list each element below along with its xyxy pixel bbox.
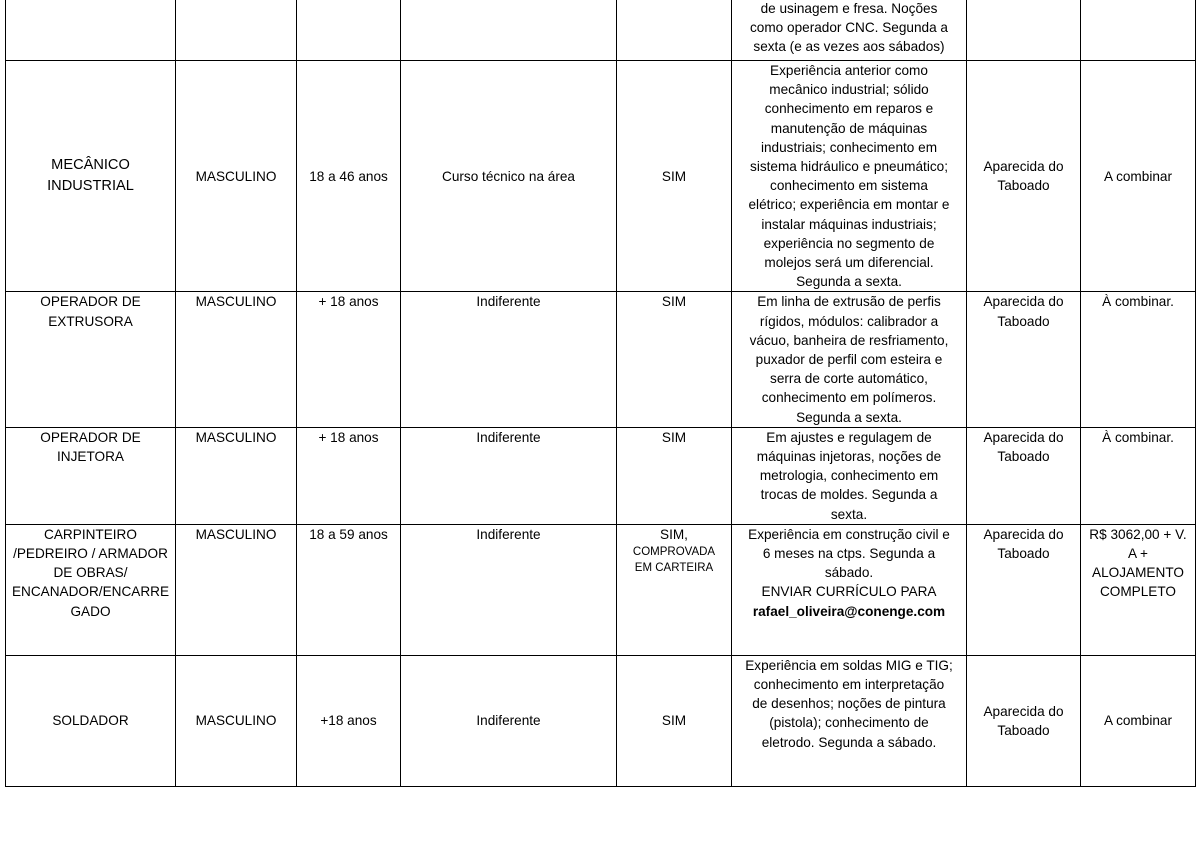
requisitos-cell — [732, 655, 967, 786]
requisitos-line: conhecimento em sistema — [770, 178, 928, 194]
sexo-cell: MASCULINO — [176, 292, 297, 427]
requisitos-line: conhecimento em reparos e — [764, 101, 934, 117]
requisitos-line: puxador de perfil com esteira e — [755, 352, 943, 368]
salario-line: A + — [1127, 546, 1149, 562]
requisitos-line: Experiência anterior como — [770, 63, 928, 78]
cargo-line: MECÂNICO — [51, 157, 130, 174]
requisitos-line: metrologia, conhecimento em — [759, 468, 939, 484]
requisitos-line: sexta. — [830, 506, 868, 522]
cargo-line: DE OBRAS/ — [53, 565, 128, 581]
requisitos-cell — [732, 0, 967, 61]
experiencia-cell — [617, 0, 732, 61]
requisitos-line: mecânico industrial; sólido — [769, 82, 929, 98]
local-line: Taboado — [997, 722, 1050, 738]
local-line: Aparecida do — [983, 294, 1064, 310]
sexo-cell: MASCULINO — [176, 427, 297, 524]
table-row — [6, 61, 1196, 292]
escolaridade-cell: Indiferente — [401, 524, 617, 655]
experiencia-detail-line: EM CARTEIRA — [634, 562, 714, 575]
cargo-line: INJETORA — [57, 449, 124, 465]
salario-line: ALOJAMENTO — [1092, 565, 1184, 581]
idade-cell: + 18 anos — [297, 427, 401, 524]
local-line: Aparecida do — [983, 159, 1064, 175]
requisitos-line: Experiência em soldas MIG e TIG; — [745, 657, 953, 673]
cargo-line: GADO — [70, 603, 111, 619]
local-line: Taboado — [997, 313, 1050, 329]
escolaridade-cell: Indiferente — [401, 655, 617, 786]
experiencia-detail-line: COMPROVADA — [632, 546, 716, 559]
sexo-cell — [176, 0, 297, 61]
table-row — [6, 292, 1196, 427]
requisitos-line: elétrico; experiência em montar e — [748, 197, 950, 213]
requisitos-line: Em linha de extrusão de perfis — [757, 294, 941, 310]
salario-cell — [1081, 427, 1196, 524]
requisitos-cell — [732, 61, 967, 292]
salario-cell — [1081, 524, 1196, 655]
requisitos-line: trocas de moldes. Segunda a — [760, 487, 938, 503]
local-line: Aparecida do — [983, 526, 1064, 542]
requisitos-cell — [732, 427, 967, 524]
local-cell — [967, 61, 1081, 292]
salario-cell — [1081, 655, 1196, 786]
local-cell — [967, 292, 1081, 427]
requisitos-line: molejos será um diferencial. — [764, 255, 934, 271]
local-line: Aparecida do — [983, 703, 1064, 719]
local-line: Aparecida do — [983, 429, 1064, 445]
requisitos-line: sistema hidráulico e pneumático; — [750, 159, 948, 175]
requisitos-line: Segunda a sexta. — [796, 274, 902, 290]
experiencia-cell: SIM — [617, 427, 732, 524]
requisitos-cell — [732, 524, 967, 655]
contact-email: rafael_oliveira@conenge.com — [752, 603, 946, 619]
requisitos-line: conhecimento em interpretação — [753, 677, 945, 693]
experiencia-cell: SIM — [617, 655, 732, 786]
requisitos-line: ENVIAR CURRÍCULO PARA — [761, 584, 937, 600]
job-vacancies-table — [5, 0, 1196, 787]
salario-line: A combinar — [1103, 168, 1172, 184]
requisitos-line: industriais; conhecimento em — [760, 139, 938, 155]
cargo-line: SOLDADOR — [52, 713, 129, 729]
requisitos-line: Segunda a sexta. — [796, 409, 902, 425]
requisitos-line: sexta (e as vezes aos sábados) — [753, 39, 945, 55]
cargo-cell — [6, 292, 176, 427]
escolaridade-cell — [401, 0, 617, 61]
experiencia-line: SIM, — [660, 526, 688, 542]
local-cell — [967, 655, 1081, 786]
local-cell — [967, 0, 1081, 61]
requisitos-cell — [732, 292, 967, 427]
requisitos-line: conhecimento em polímeros. — [761, 390, 937, 406]
cargo-line: INDUSTRIAL — [47, 178, 134, 195]
escolaridade-cell: Indiferente — [401, 292, 617, 427]
requisitos-line: máquinas injetoras, noções de — [756, 449, 942, 465]
local-cell — [967, 524, 1081, 655]
requisitos-line: serra de corte automático, — [770, 371, 928, 387]
requisitos-line: manutenção de máquinas — [770, 120, 928, 136]
cargo-line: ENCANADOR/ENCARRE — [11, 584, 170, 600]
requisitos-line: 6 meses na ctps. Segunda a — [762, 546, 936, 562]
cargo-line: OPERADOR DE — [40, 429, 141, 445]
requisitos-line: experiência no segmento de — [763, 235, 935, 251]
cargo-cell — [6, 427, 176, 524]
idade-cell: 18 a 59 anos — [297, 524, 401, 655]
sexo-cell: MASCULINO — [176, 655, 297, 786]
idade-cell: 18 a 46 anos — [297, 61, 401, 292]
requisitos-line: de desenhos; noções de pintura — [752, 696, 946, 712]
requisitos-line: eletrodo. Segunda a sábado. — [761, 734, 937, 750]
requisitos-line: Experiência em construção civil e — [748, 526, 950, 542]
salario-line: COMPLETO — [1099, 584, 1177, 600]
idade-cell: + 18 anos — [297, 292, 401, 427]
cargo-line: CARPINTEIRO — [44, 526, 137, 542]
local-line: Taboado — [997, 546, 1050, 562]
table-row — [6, 0, 1196, 61]
cargo-line: /PEDREIRO / ARMADOR — [13, 546, 168, 562]
requisitos-line: de usinagem e fresa. Noções — [760, 1, 938, 16]
salario-cell — [1081, 292, 1196, 427]
experiencia-cell: SIM — [617, 292, 732, 427]
local-line: Taboado — [997, 178, 1050, 194]
salario-line: R$ 3062,00 + V. — [1089, 526, 1187, 542]
cargo-cell — [6, 0, 176, 61]
table-row — [6, 655, 1196, 786]
requisitos-line: instalar máquinas industriais; — [761, 216, 937, 232]
local-cell — [967, 427, 1081, 524]
local-line: Taboado — [997, 449, 1050, 465]
table-row — [6, 427, 1196, 524]
salario-line: À combinar. — [1102, 429, 1174, 445]
table-row — [6, 524, 1196, 655]
cargo-cell — [6, 655, 176, 786]
salario-cell — [1081, 61, 1196, 292]
experiencia-cell — [617, 524, 732, 655]
requisitos-line: rígidos, módulos: calibrador a — [759, 313, 939, 329]
cargo-cell — [6, 61, 176, 292]
sexo-cell: MASCULINO — [176, 61, 297, 292]
cargo-line: OPERADOR DE — [40, 294, 141, 310]
cargo-cell — [6, 524, 176, 655]
escolaridade-cell: Curso técnico na área — [401, 61, 617, 292]
cargo-line: EXTRUSORA — [48, 313, 133, 329]
salario-line: A combinar — [1103, 713, 1172, 729]
idade-cell — [297, 0, 401, 61]
requisitos-line: Em ajustes e regulagem de — [766, 429, 932, 445]
experiencia-cell: SIM — [617, 61, 732, 292]
requisitos-line: sábado. — [824, 565, 874, 581]
sexo-cell: MASCULINO — [176, 524, 297, 655]
salario-cell — [1081, 0, 1196, 61]
requisitos-line: vácuo, banheira de resfriamento, — [749, 332, 949, 348]
salario-line: À combinar. — [1102, 294, 1174, 310]
idade-cell: +18 anos — [297, 655, 401, 786]
requisitos-line: como operador CNC. Segunda a — [750, 20, 948, 36]
escolaridade-cell: Indiferente — [401, 427, 617, 524]
requisitos-line: (pistola); conhecimento de — [769, 715, 929, 731]
